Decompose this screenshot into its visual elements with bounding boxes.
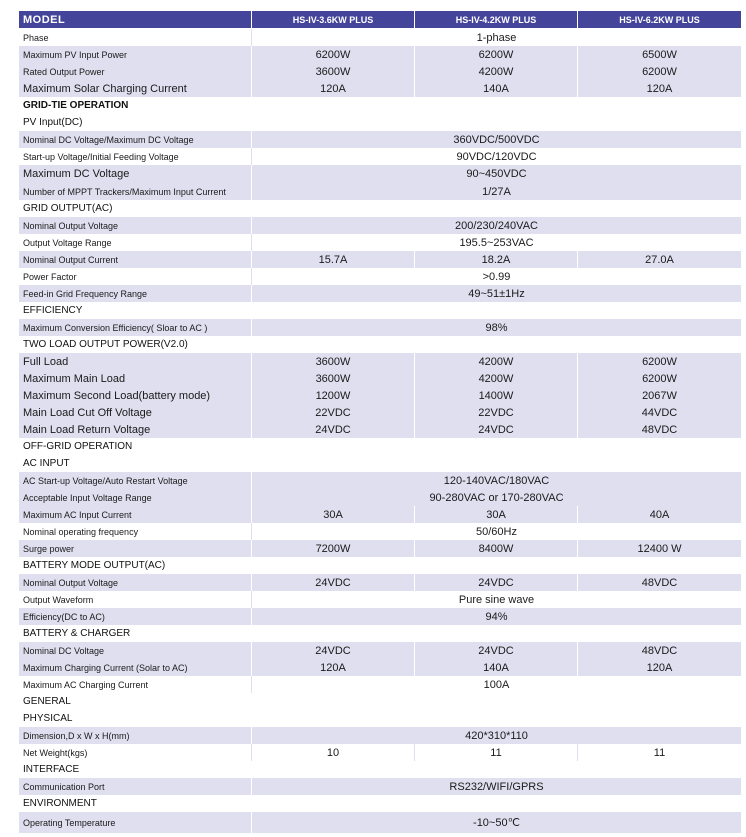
section-row [19, 761, 741, 778]
spec-row [19, 744, 741, 761]
spec-label: Efficiency(DC to AC) [23, 611, 105, 622]
spec-row [19, 727, 741, 744]
spec-value: 40A [649, 508, 670, 521]
spec-row [19, 659, 741, 676]
spec-label: Maximum Solar Charging Current [23, 82, 187, 95]
section-row [19, 438, 741, 455]
section-row [19, 557, 741, 574]
spec-row [19, 489, 741, 506]
spec-value: -10~50℃ [473, 817, 520, 829]
spec-row [19, 574, 741, 591]
spec-label: Main Load Cut Off Voltage [23, 406, 152, 419]
spec-value: 11 [653, 746, 666, 759]
model-name: HS-IV-4.2KW PLUS [455, 14, 537, 25]
spec-value: 12400 W [637, 542, 682, 555]
spec-value: 44VDC [641, 406, 678, 419]
section-row [19, 693, 741, 710]
spec-label: Nominal Output Voltage [23, 220, 119, 231]
spec-value: 22VDC [315, 406, 351, 419]
spec-label: Maximum Conversion Efficiency( Sloar to AC ) [23, 322, 208, 333]
spec-value: 140A [483, 82, 509, 95]
spec-row [19, 46, 741, 63]
section-row [19, 710, 741, 727]
spec-label: Nominal DC Voltage [23, 645, 105, 656]
spec-value: 4200W [478, 65, 514, 78]
spec-value: 30A [323, 508, 343, 521]
spec-label: Phase [23, 32, 49, 43]
spec-value: 120A [646, 661, 673, 674]
spec-label: Surge power [23, 543, 75, 554]
spec-label: Maximum PV Input Power [23, 49, 128, 60]
spec-label: Output Voltage Range [23, 237, 112, 248]
spec-label: Main Load Return Voltage [23, 423, 151, 436]
section-row [19, 200, 741, 217]
spec-row [19, 165, 741, 183]
model-label: MODEL [23, 13, 66, 26]
spec-value: 48VDC [641, 644, 678, 657]
spec-label: Maximum Charging Current (Solar to AC) [23, 662, 188, 673]
spec-value: 120-140VAC/180VAC [443, 474, 550, 487]
spec-row [19, 812, 741, 833]
spec-value: 200/230/240VAC [455, 219, 538, 232]
spec-row [19, 29, 741, 46]
spec-value: 48VDC [641, 576, 678, 589]
spec-label: Dimension,D x W x H(mm) [23, 730, 130, 741]
spec-value: 24VDC [315, 644, 351, 657]
spec-value: RS232/WIFI/GPRS [449, 780, 544, 793]
spec-value: 4200W [478, 355, 514, 368]
spec-label: Output Waveform [23, 594, 94, 605]
spec-label: Nominal DC Voltage/Maximum DC Voltage [23, 134, 194, 145]
spec-row [19, 183, 741, 200]
spec-value: 49~51±1Hz [468, 287, 525, 300]
spec-value: 18.2A [481, 253, 511, 266]
spec-value: 15.7A [318, 253, 348, 266]
spec-row [19, 63, 741, 80]
spec-row [19, 608, 741, 625]
spec-value: 1/27A [482, 185, 511, 198]
spec-row [19, 251, 741, 268]
spec-label: AC Start-up Voltage/Auto Restart Voltage [23, 475, 188, 486]
spec-value: 140A [483, 661, 509, 674]
section-row [19, 97, 741, 114]
spec-label: Full Load [23, 355, 69, 368]
spec-value: 90~450VDC [466, 168, 527, 180]
spec-row [19, 523, 741, 540]
spec-label: Nominal Output Voltage [23, 577, 119, 588]
section-title: OFF-GRID OPERATION [23, 441, 133, 452]
section-title: BATTERY MODE OUTPUT(AC) [23, 560, 166, 571]
spec-label: Maximum Main Load [23, 372, 126, 385]
spec-value: 24VDC [315, 576, 351, 589]
section-row [19, 455, 741, 472]
spec-value: 8400W [478, 542, 514, 555]
section-title: PV Input(DC) [23, 117, 83, 128]
spec-row [19, 404, 741, 421]
spec-label: Number of MPPT Trackers/Maximum Input Current [23, 186, 226, 197]
spec-value: 24VDC [478, 576, 514, 589]
model-name: HS-IV-3.6KW PLUS [292, 14, 374, 25]
spec-value: 94% [485, 610, 508, 623]
model-name: HS-IV-6.2KW PLUS [619, 14, 700, 25]
spec-row [19, 268, 741, 285]
spec-label: Acceptable Input Voltage Range [23, 492, 152, 503]
spec-value: 22VDC [478, 406, 514, 419]
spec-value: 120A [320, 661, 346, 674]
spec-value: 420*310*110 [465, 729, 528, 742]
spec-value: 98% [485, 321, 508, 334]
spec-label: Maximum AC Charging Current [23, 679, 149, 690]
spec-value: 1400W [478, 389, 514, 402]
section-title: AC INPUT [23, 458, 70, 469]
spec-row [19, 642, 741, 659]
spec-row [19, 148, 741, 165]
section-title: PHYSICAL [23, 713, 73, 724]
spec-value: 3600W [315, 65, 351, 78]
section-row [19, 795, 741, 812]
section-title: GRID-TIE OPERATION [23, 100, 129, 111]
spec-row [19, 778, 741, 795]
spec-value: 6200W [642, 65, 677, 78]
spec-label: Maximum AC Input Current [23, 509, 132, 520]
spec-label: Nominal operating frequency [23, 526, 139, 537]
spec-value: 6200W [642, 372, 677, 385]
spec-row [19, 540, 741, 557]
spec-value: 6500W [642, 48, 677, 61]
spec-label: Communication Port [23, 781, 105, 792]
spec-value: >0.99 [482, 270, 511, 283]
spec-row [19, 131, 741, 148]
spec-value: 90-280VAC or 170-280VAC [429, 491, 564, 504]
section-title: GRID OUTPUT(AC) [23, 203, 113, 214]
section-title: INTERFACE [23, 764, 80, 775]
spec-value: 3600W [315, 355, 351, 368]
spec-row [19, 285, 741, 302]
section-title: EFFICIENCY [23, 305, 83, 316]
spec-value: 6200W [642, 355, 677, 368]
section-row [19, 114, 741, 131]
spec-value: 360VDC/500VDC [453, 133, 540, 146]
spec-value: 50/60Hz [476, 525, 517, 538]
spec-label: Net Weight(kgs) [23, 747, 88, 758]
section-row [19, 336, 741, 353]
spec-value: 1-phase [476, 31, 517, 44]
spec-value: 7200W [315, 542, 351, 555]
spec-value: 24VDC [478, 644, 514, 657]
spec-value: 120A [646, 82, 673, 95]
spec-value: 27.0A [645, 253, 674, 266]
spec-row [19, 591, 741, 608]
spec-row [19, 370, 741, 387]
header-row [19, 11, 741, 28]
spec-row [19, 319, 741, 336]
spec-row [19, 676, 741, 693]
spec-label: Feed-in Grid Frequency Range [23, 288, 148, 299]
spec-row [19, 472, 741, 489]
section-row [19, 625, 741, 642]
spec-value: 100A [483, 678, 510, 691]
spec-label: Rated Output Power [23, 66, 105, 77]
spec-value: 1200W [315, 389, 351, 402]
spec-value: 2067W [642, 389, 677, 402]
spec-value: 48VDC [641, 423, 678, 436]
spec-value: 10 [326, 746, 340, 759]
spec-value: 11 [490, 746, 502, 759]
section-title: TWO LOAD OUTPUT POWER(V2.0) [23, 339, 188, 350]
spec-value: Pure sine wave [458, 593, 535, 606]
spec-row [19, 421, 741, 438]
spec-row [19, 80, 741, 97]
spec-value: 90VDC/120VDC [456, 150, 537, 163]
spec-row [19, 353, 741, 370]
spec-row [19, 387, 741, 404]
section-title: GENERAL [23, 696, 71, 707]
spec-row [19, 217, 741, 234]
spec-value: 24VDC [478, 423, 514, 436]
spec-value: 4200W [478, 372, 514, 385]
spec-value: 3600W [315, 372, 351, 385]
spec-value: 6200W [315, 48, 351, 61]
section-title: ENVIRONMENT [23, 798, 97, 809]
section-title: BATTERY & CHARGER [23, 628, 131, 639]
spec-value: 120A [320, 82, 346, 95]
section-row [19, 302, 741, 319]
spec-value: 30A [486, 508, 506, 521]
spec-row [19, 506, 741, 523]
spec-label: Maximum DC Voltage [23, 168, 130, 180]
spec-label: Power Factor [23, 271, 77, 282]
spec-value: 6200W [478, 48, 514, 61]
spec-value: 195.5~253VAC [459, 236, 534, 249]
spec-value: 24VDC [315, 423, 351, 436]
spec-label: Start-up Voltage/Initial Feeding Voltage [23, 151, 179, 162]
spec-label: Operating Temperature [23, 817, 116, 828]
spec-label: Maximum Second Load(battery mode) [23, 389, 211, 402]
spec-row [19, 234, 741, 251]
spec-label: Nominal Output Current [23, 254, 119, 265]
